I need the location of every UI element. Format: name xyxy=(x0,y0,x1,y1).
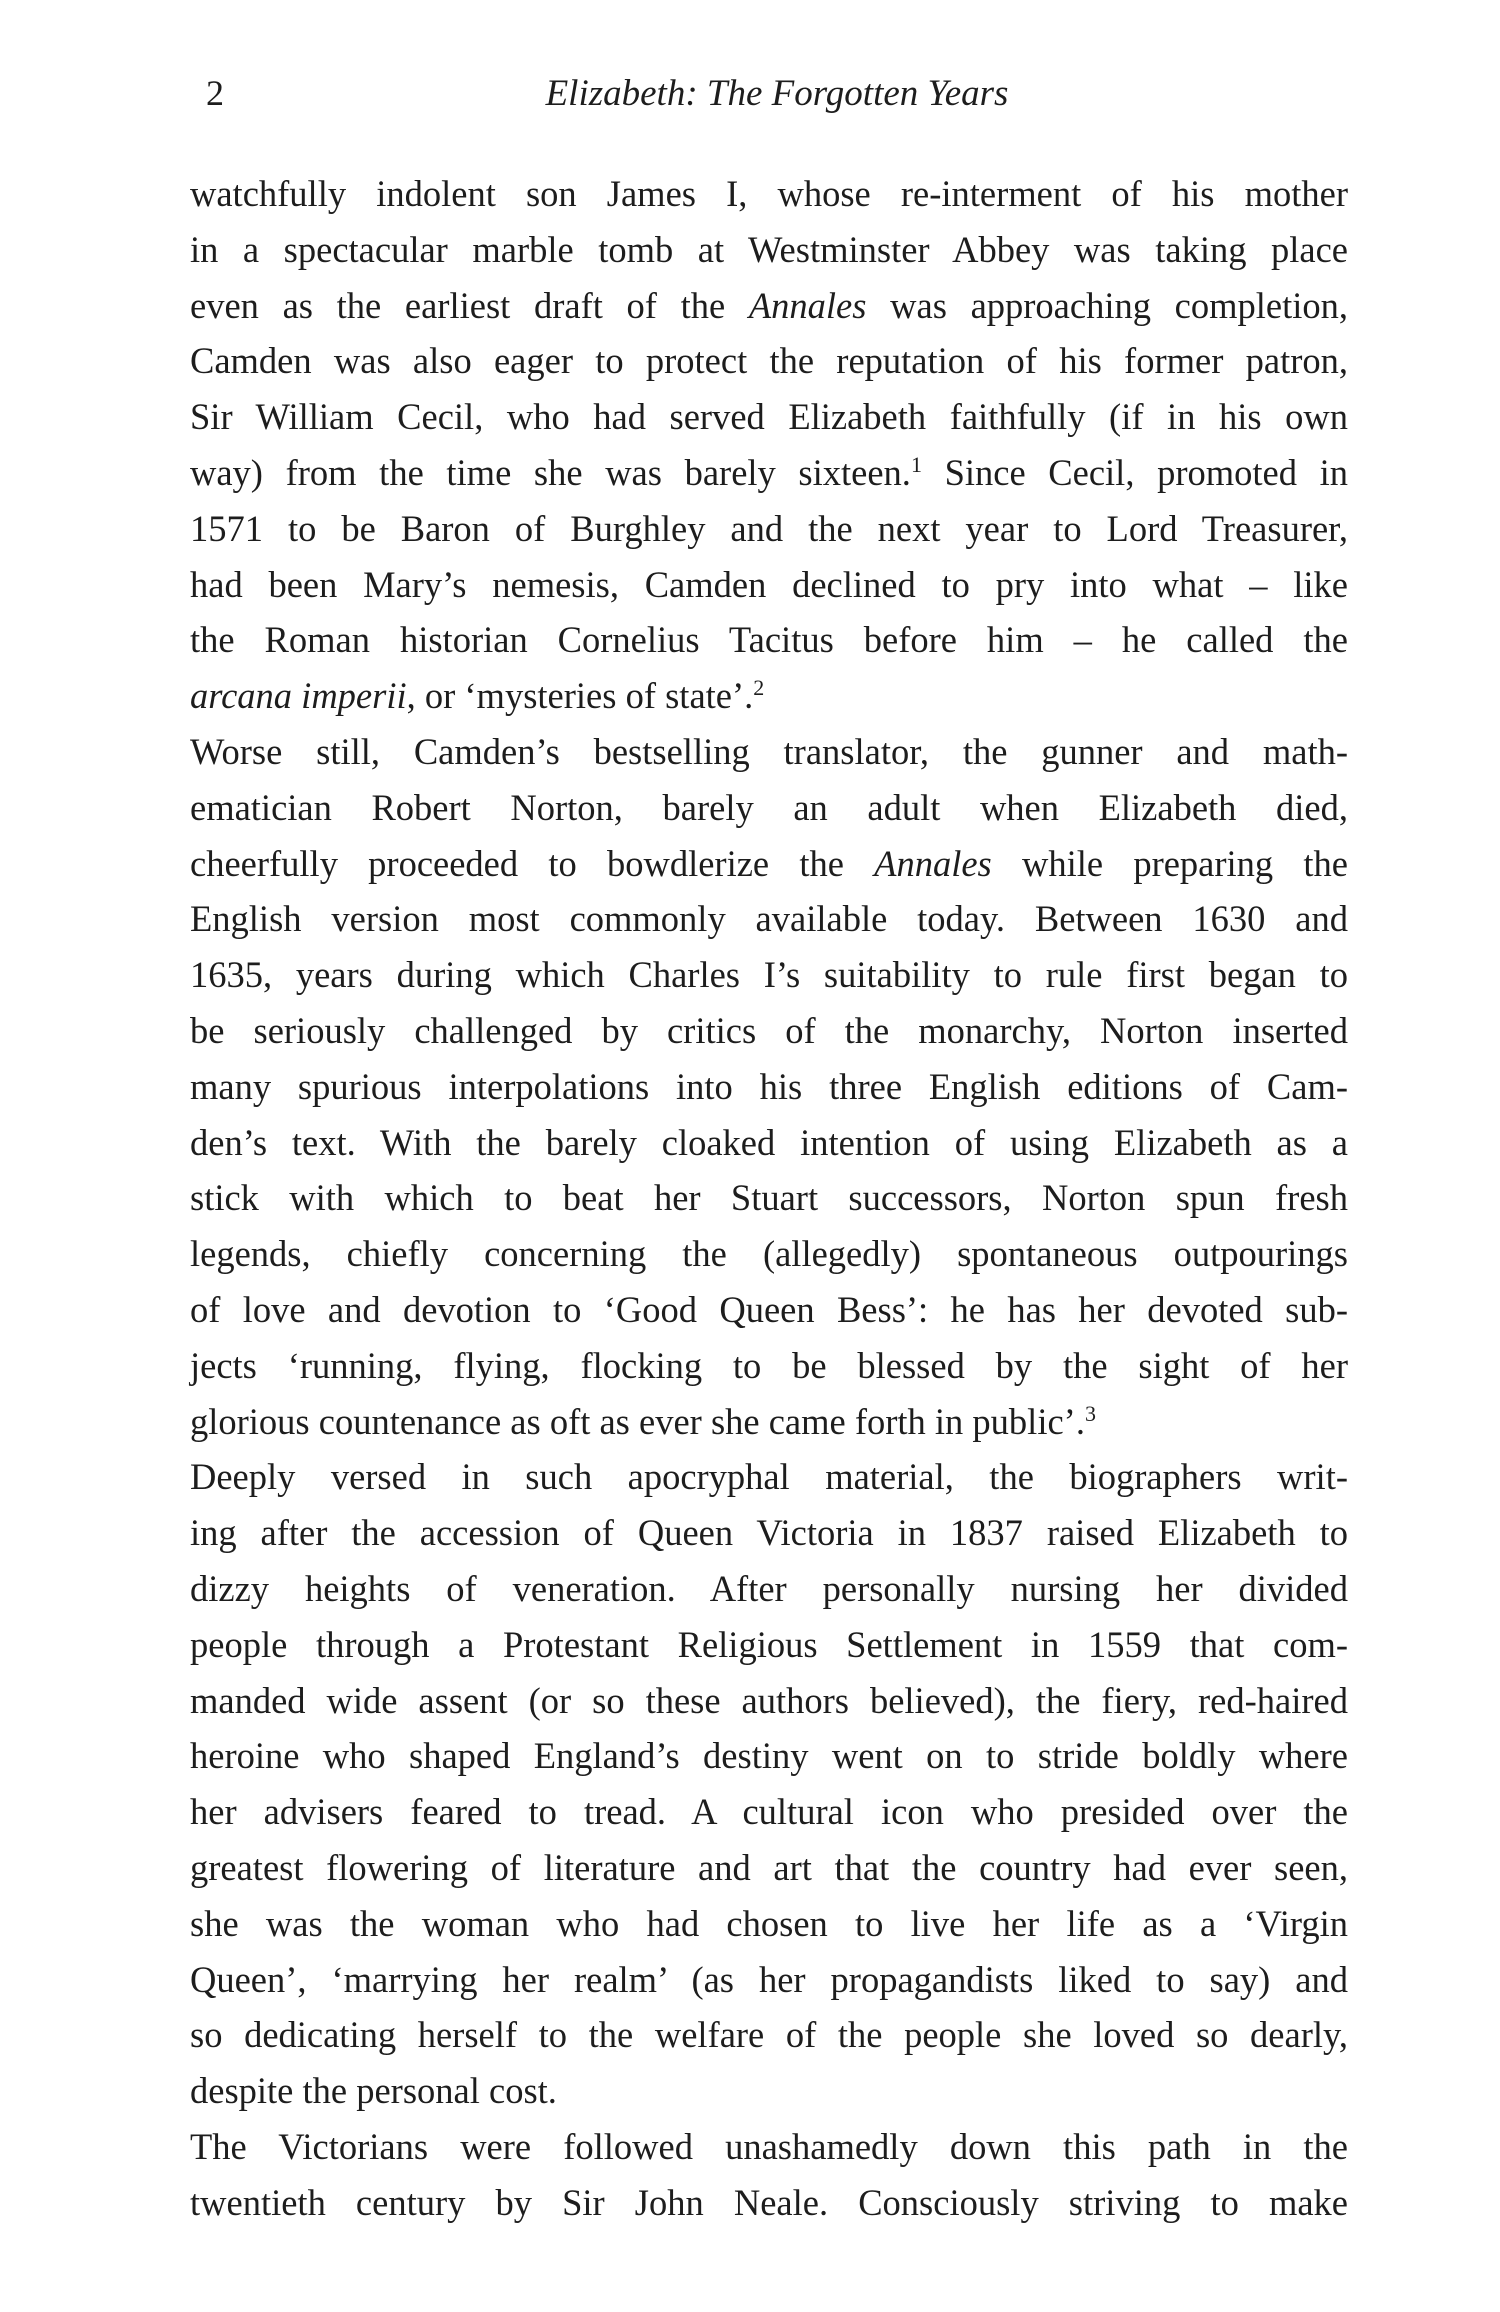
text-segment: had been Mary’s nemesis, Camden declined to pry into what – like xyxy=(190,563,1348,605)
text-line xyxy=(190,1449,1348,1505)
text-line xyxy=(190,445,1348,501)
footnote-marker: 1 xyxy=(910,451,922,477)
text-segment: twentieth century by Sir John Neale. Consciously striving to make xyxy=(190,2181,1348,2223)
text-line xyxy=(190,836,1348,892)
text-line xyxy=(190,1282,1348,1338)
text-line xyxy=(190,166,1348,222)
text-segment: people through a Protestant Religious Settlement in 1559 that com- xyxy=(190,1623,1348,1665)
text-segment: The Victorians were followed unashamedly down this path in the xyxy=(190,2125,1348,2167)
text-line xyxy=(190,2175,1348,2231)
text-line xyxy=(190,1728,1348,1784)
text-segment: of love and devotion to ‘Good Queen Bess’: he has her devoted sub- xyxy=(190,1288,1348,1330)
text-segment: Worse still, Camden’s bestselling translator, the gunner and math- xyxy=(190,730,1348,772)
text-segment: glorious countenance as oft as ever she came forth in public’. xyxy=(190,1400,1085,1442)
text-line xyxy=(190,1505,1348,1561)
footnote-marker: 3 xyxy=(1084,1400,1096,1426)
text-segment: while preparing the xyxy=(991,842,1348,884)
text-segment: so dedicating herself to the welfare of the people she loved so dearly, xyxy=(190,2014,1348,2056)
text-segment: heroine who shaped England’s destiny went on to stride boldly where xyxy=(190,1735,1348,1777)
text-line xyxy=(190,1561,1348,1617)
page-header xyxy=(206,72,1348,132)
text-segment: be seriously challenged by critics of the monarchy, Norton inserted xyxy=(190,1009,1348,1051)
text-segment: the Roman historian Cornelius Tacitus before him – he called the xyxy=(190,619,1348,661)
text-segment: 1571 to be Baron of Burghley and the next year to Lord Treasurer, xyxy=(190,507,1348,549)
text-line xyxy=(190,1784,1348,1840)
text-segment: Camden was also eager to protect the reputation of his former patron, xyxy=(190,340,1348,382)
text-line xyxy=(190,1617,1348,1673)
text-segment: jects ‘running, flying, flocking to be blessed by the sight of her xyxy=(190,1344,1348,1386)
text-segment: 1635, years during which Charles I’s suitability to rule first began to xyxy=(190,954,1348,996)
text-line xyxy=(190,501,1348,557)
text-line xyxy=(190,724,1348,780)
text-line xyxy=(190,1952,1348,2008)
text-segment: she was the woman who had chosen to live her life as a ‘Virgin xyxy=(190,1902,1348,1944)
text-segment: Sir William Cecil, who had served Elizabeth faithfully (if in his own xyxy=(190,396,1348,438)
text-line xyxy=(190,2063,1348,2119)
text-line xyxy=(190,612,1348,668)
text-segment: Since Cecil, promoted in xyxy=(921,451,1348,493)
text-segment: her advisers feared to tread. A cultural icon who presided over the xyxy=(190,1791,1348,1833)
page-number: 2 xyxy=(206,73,224,113)
text-segment: den’s text. With the barely cloaked intention of using Elizabeth as a xyxy=(190,1121,1348,1163)
text-line xyxy=(190,1673,1348,1729)
text-segment: despite the personal cost. xyxy=(190,2070,557,2112)
text-line xyxy=(190,2007,1348,2063)
text-segment: manded wide assent (or so these authors believed), the fiery, red-haired xyxy=(190,1679,1348,1721)
text-segment: Queen’, ‘marrying her realm’ (as her propagandists liked to say) and xyxy=(190,1958,1348,2000)
text-segment: Deeply versed in such apocryphal material, the biographers writ- xyxy=(190,1456,1348,1498)
text-segment: many spurious interpolations into his three English editions of Cam- xyxy=(190,1065,1348,1107)
text-segment: cheerfully proceeded to bowdlerize the xyxy=(190,842,875,884)
text-line xyxy=(190,222,1348,278)
text-line xyxy=(190,557,1348,613)
text-line xyxy=(190,278,1348,334)
text-line xyxy=(190,947,1348,1003)
text-line xyxy=(190,1896,1348,1952)
text-line xyxy=(190,1840,1348,1896)
italic-text: arcana imperii xyxy=(190,675,407,717)
text-line xyxy=(190,1003,1348,1059)
text-segment: greatest flowering of literature and art that the country had ever seen, xyxy=(190,1846,1348,1888)
text-segment: in a spectacular marble tomb at Westminster Abbey was taking place xyxy=(190,228,1348,270)
text-line xyxy=(190,389,1348,445)
text-line xyxy=(190,1338,1348,1394)
text-line xyxy=(190,333,1348,389)
text-segment: , or ‘mysteries of state’. xyxy=(406,675,754,717)
italic-text: Annales xyxy=(874,842,992,884)
text-line xyxy=(190,1170,1348,1226)
text-line xyxy=(190,891,1348,947)
text-segment: ematician Robert Norton, barely an adult when Elizabeth died, xyxy=(190,786,1348,828)
text-segment: legends, chiefly concerning the (allegedly) spontaneous outpourings xyxy=(190,1233,1348,1275)
italic-text: Annales xyxy=(748,284,867,326)
text-line xyxy=(190,1226,1348,1282)
text-segment: ing after the accession of Queen Victoria in 1837 raised Elizabeth to xyxy=(190,1512,1348,1554)
body-text xyxy=(190,166,1348,2230)
text-line xyxy=(190,668,1348,724)
running-title: Elizabeth: The Forgotten Years xyxy=(545,73,1009,114)
footnote-marker: 2 xyxy=(753,675,765,701)
text-segment: stick with which to beat her Stuart successors, Norton spun fresh xyxy=(190,1177,1348,1219)
text-line xyxy=(190,780,1348,836)
text-segment: watchfully indolent son James I, whose re-interment of his mother xyxy=(190,173,1348,214)
text-line xyxy=(190,2119,1348,2175)
text-segment: English version most commonly available today. Between 1630 and xyxy=(190,898,1348,940)
text-segment: dizzy heights of veneration. After personally nursing her divided xyxy=(190,1567,1348,1609)
text-segment: way) from the time she was barely sixteen. xyxy=(190,451,911,493)
text-line xyxy=(190,1115,1348,1171)
text-line xyxy=(190,1059,1348,1115)
text-segment: even as the earliest draft of the xyxy=(190,284,749,326)
text-segment: was approaching completion, xyxy=(866,284,1348,326)
text-line xyxy=(190,1394,1348,1450)
